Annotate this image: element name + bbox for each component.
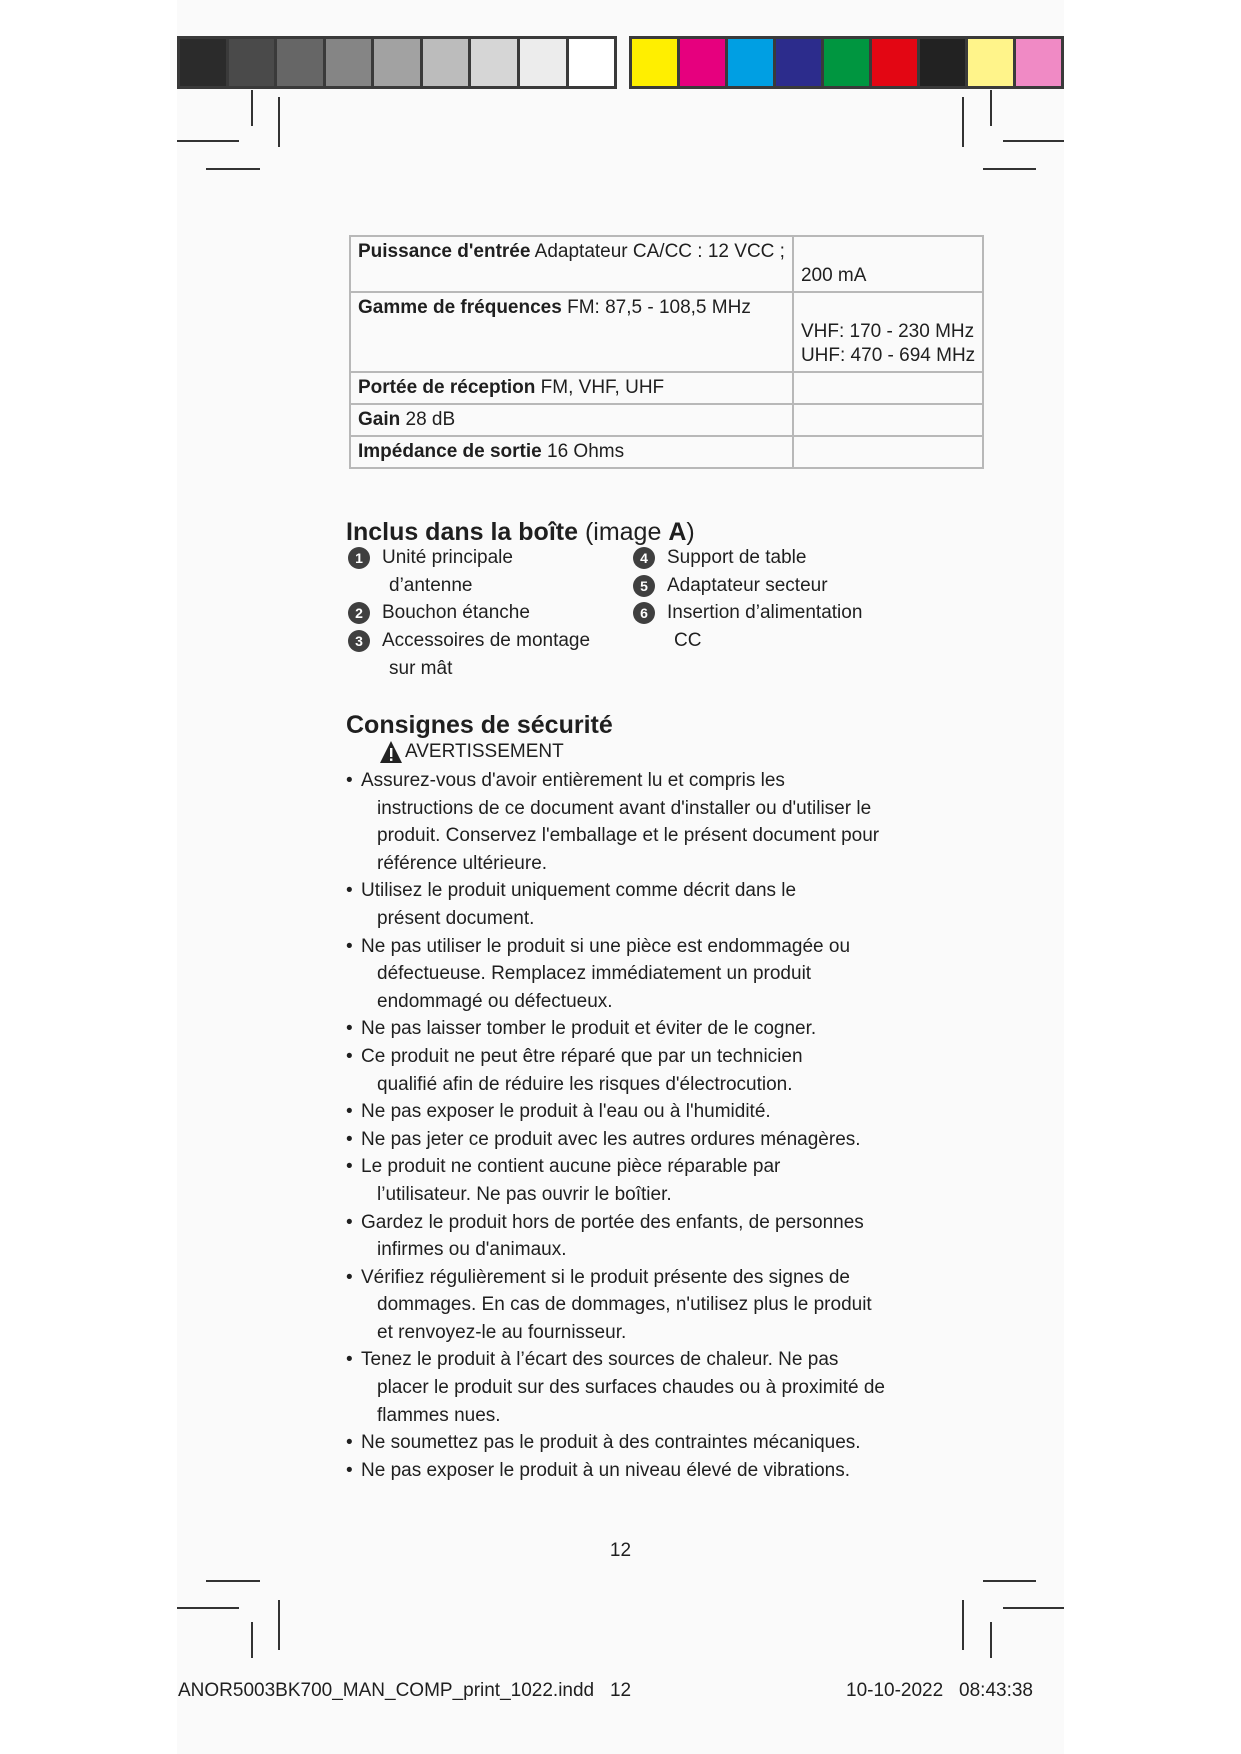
spec-table bbox=[349, 235, 984, 469]
crop-mark bbox=[983, 168, 1036, 170]
spec-value: UHF: 470 - 694 MHz bbox=[800, 345, 976, 366]
number-badge: 3 bbox=[348, 630, 370, 652]
gray-swatch bbox=[520, 39, 569, 86]
footer-datetime: 10-10-2022 08:43:38 bbox=[846, 1680, 1033, 1701]
gray-swatch bbox=[374, 39, 423, 86]
color-bar bbox=[629, 36, 1064, 89]
list-item: • Ne pas jeter ce produit avec les autres ordures ménagères. bbox=[346, 1128, 861, 1150]
spec-value: Adaptateur CA/CC : 12 VCC ; bbox=[534, 241, 785, 262]
number-badge: 6 bbox=[633, 602, 655, 624]
crop-mark bbox=[983, 1580, 1036, 1582]
spec-row bbox=[350, 436, 983, 468]
spec-label: Portée de réception bbox=[358, 377, 536, 398]
page-number: 12 bbox=[609, 1540, 632, 1561]
included-list-left bbox=[348, 544, 608, 683]
color-swatch bbox=[776, 39, 824, 86]
spec-label: Puissance d'entrée bbox=[358, 241, 531, 262]
list-item: • Vérifiez régulièrement si le produit présente des signes de dommages. En cas de dommages, n'utilisez plus le produit et renvoyez-le au fournisseur. bbox=[346, 1266, 872, 1343]
gray-swatch bbox=[423, 39, 472, 86]
gray-swatch bbox=[277, 39, 326, 86]
crop-mark bbox=[1003, 140, 1064, 142]
color-swatch bbox=[824, 39, 872, 86]
color-swatch bbox=[1016, 39, 1061, 86]
list-item: • Ne pas laisser tomber le produit et éviter de le cogner. bbox=[346, 1018, 817, 1040]
crop-mark bbox=[990, 1622, 992, 1658]
list-item: 2 Bouchon étanche bbox=[348, 599, 608, 627]
gray-swatch bbox=[471, 39, 520, 86]
spec-value: FM: 87,5 - 108,5 MHz bbox=[567, 297, 751, 318]
crop-mark bbox=[1003, 1607, 1064, 1609]
spec-value: FM, VHF, UHF bbox=[540, 377, 665, 398]
gray-swatch bbox=[180, 39, 229, 86]
spec-row bbox=[350, 372, 983, 404]
list-item: • Ce produit ne peut être réparé que par un technicien qualifié afin de réduire les risques d'électrocution. bbox=[346, 1045, 803, 1095]
list-item: • Tenez le produit à l’écart des sources de chaleur. Ne pas placer le produit sur des surfaces chaudes ou à proximité de flammes nues. bbox=[346, 1349, 885, 1426]
footer-file-label: ANOR5003BK700_MAN_COMP_print_1022.indd 12 bbox=[178, 1680, 632, 1701]
spec-row bbox=[350, 236, 983, 292]
list-item: 6 Insertion d’alimentation CC bbox=[633, 599, 913, 654]
list-item: • Gardez le produit hors de portée des enfants, de personnes infirmes ou d'animaux. bbox=[346, 1211, 864, 1261]
list-item: • Ne soumettez pas le produit à des contraintes mécaniques. bbox=[346, 1432, 861, 1454]
warning-triangle-icon bbox=[379, 740, 403, 764]
list-item: • Ne pas exposer le produit à un niveau élevé de vibrations. bbox=[346, 1459, 851, 1481]
list-item: 5 Adaptateur secteur bbox=[633, 572, 913, 600]
list-item: 4 Support de table bbox=[633, 544, 913, 572]
spec-row bbox=[350, 292, 983, 372]
spec-label: Gamme de fréquences bbox=[358, 297, 562, 318]
crop-mark bbox=[251, 90, 253, 126]
color-swatch bbox=[632, 39, 680, 86]
crop-mark bbox=[177, 140, 239, 142]
spec-value: 200 mA bbox=[800, 265, 867, 286]
list-item: • Le produit ne contient aucune pièce réparable par l’utilisateur. Ne pas ouvrir le boîtier. bbox=[346, 1156, 781, 1205]
gray-swatch bbox=[229, 39, 278, 86]
spec-row bbox=[350, 404, 983, 436]
spec-label: Gain bbox=[358, 409, 401, 430]
crop-mark bbox=[962, 1600, 964, 1650]
color-swatch bbox=[680, 39, 728, 86]
crop-mark bbox=[206, 168, 260, 170]
color-swatch bbox=[968, 39, 1016, 86]
number-badge: 5 bbox=[633, 575, 655, 597]
spec-value: 28 dB bbox=[405, 409, 456, 430]
crop-mark bbox=[206, 1580, 260, 1582]
crop-mark bbox=[177, 1607, 239, 1609]
spec-label: Impédance de sortie bbox=[358, 441, 542, 462]
warning-label: AVERTISSEMENT bbox=[379, 740, 564, 764]
list-item: • Ne pas exposer le produit à l'eau ou à l'humidité. bbox=[346, 1101, 771, 1123]
spec-value: VHF: 170 - 230 MHz bbox=[800, 321, 975, 342]
safety-heading: Consignes de sécurité bbox=[346, 711, 613, 739]
included-list-right bbox=[633, 544, 913, 655]
list-item: 3 Accessoires de montage sur mât bbox=[348, 627, 608, 682]
spec-value: 16 Ohms bbox=[547, 441, 625, 462]
color-swatch bbox=[872, 39, 920, 86]
included-heading: Inclus dans la boîte (image A) bbox=[346, 518, 695, 546]
number-badge: 2 bbox=[348, 602, 370, 624]
list-item: • Utilisez le produit uniquement comme décrit dans le présent document. bbox=[346, 880, 797, 929]
list-item: 1 Unité principale d’antenne bbox=[348, 544, 608, 599]
list-item: • Ne pas utiliser le produit si une pièce est endommagée ou défectueuse. Remplacez immédiatement un produit endommagé ou défectueux. bbox=[346, 935, 851, 1012]
number-badge: 1 bbox=[348, 547, 370, 569]
gray-swatch bbox=[326, 39, 375, 86]
number-badge: 4 bbox=[633, 547, 655, 569]
list-item: • Assurez-vous d'avoir entièrement lu et compris les instructions de ce document avant d'installer ou d'utiliser le produit. Conservez l'emballage et le présent document pour référence ultérieure. bbox=[346, 770, 880, 874]
grayscale-bar bbox=[177, 36, 617, 89]
crop-mark bbox=[251, 1622, 253, 1658]
color-swatch bbox=[920, 39, 968, 86]
crop-mark bbox=[278, 97, 280, 147]
crop-mark bbox=[990, 90, 992, 126]
crop-mark bbox=[962, 97, 964, 147]
safety-list bbox=[346, 767, 906, 1484]
crop-mark bbox=[278, 1600, 280, 1650]
gray-swatch bbox=[569, 39, 615, 86]
color-swatch bbox=[728, 39, 776, 86]
